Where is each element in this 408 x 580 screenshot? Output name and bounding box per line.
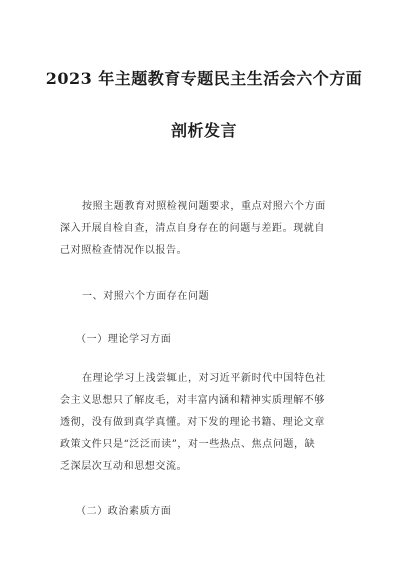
paragraph-line: 透彻，没有做到真学真懂。对下发的理论书籍、理论文章 [60, 417, 325, 428]
paragraph-line: 乏深层次互动和思想交流。 [60, 461, 188, 472]
section-heading-1: 一、对照六个方面存在问题 [82, 291, 210, 302]
paragraph-line: 会主义思想只了解皮毛，对丰富内涵和精神实质理解不够 [60, 395, 325, 406]
paragraph-line: 深入开展自检自查，清点自身存在的问题与差距。现就自 [60, 223, 325, 234]
document-title-line-2: 剖析发言 [170, 121, 237, 140]
document-title-line-1: 2023 年主题教育专题民主生活会六个方面 [45, 69, 363, 88]
paragraph-line: 政策文件只是“泛泛而读”，对一些热点、焦点问题，缺 [60, 439, 316, 450]
paragraph-line: 在理论学习上浅尝辄止，对习近平新时代中国特色社 [82, 373, 326, 384]
intro-paragraph [60, 196, 360, 262]
theory-study-paragraph [60, 368, 360, 478]
paragraph-line: 己对照检查情况作以报告。 [60, 245, 188, 256]
subsection-heading-1: （一）理论学习方面 [76, 334, 172, 345]
paragraph-line: 按照主题教育对照检视问题要求，重点对照六个方面 [82, 201, 326, 212]
subsection-heading-2: （二）政治素质方面 [76, 506, 172, 517]
